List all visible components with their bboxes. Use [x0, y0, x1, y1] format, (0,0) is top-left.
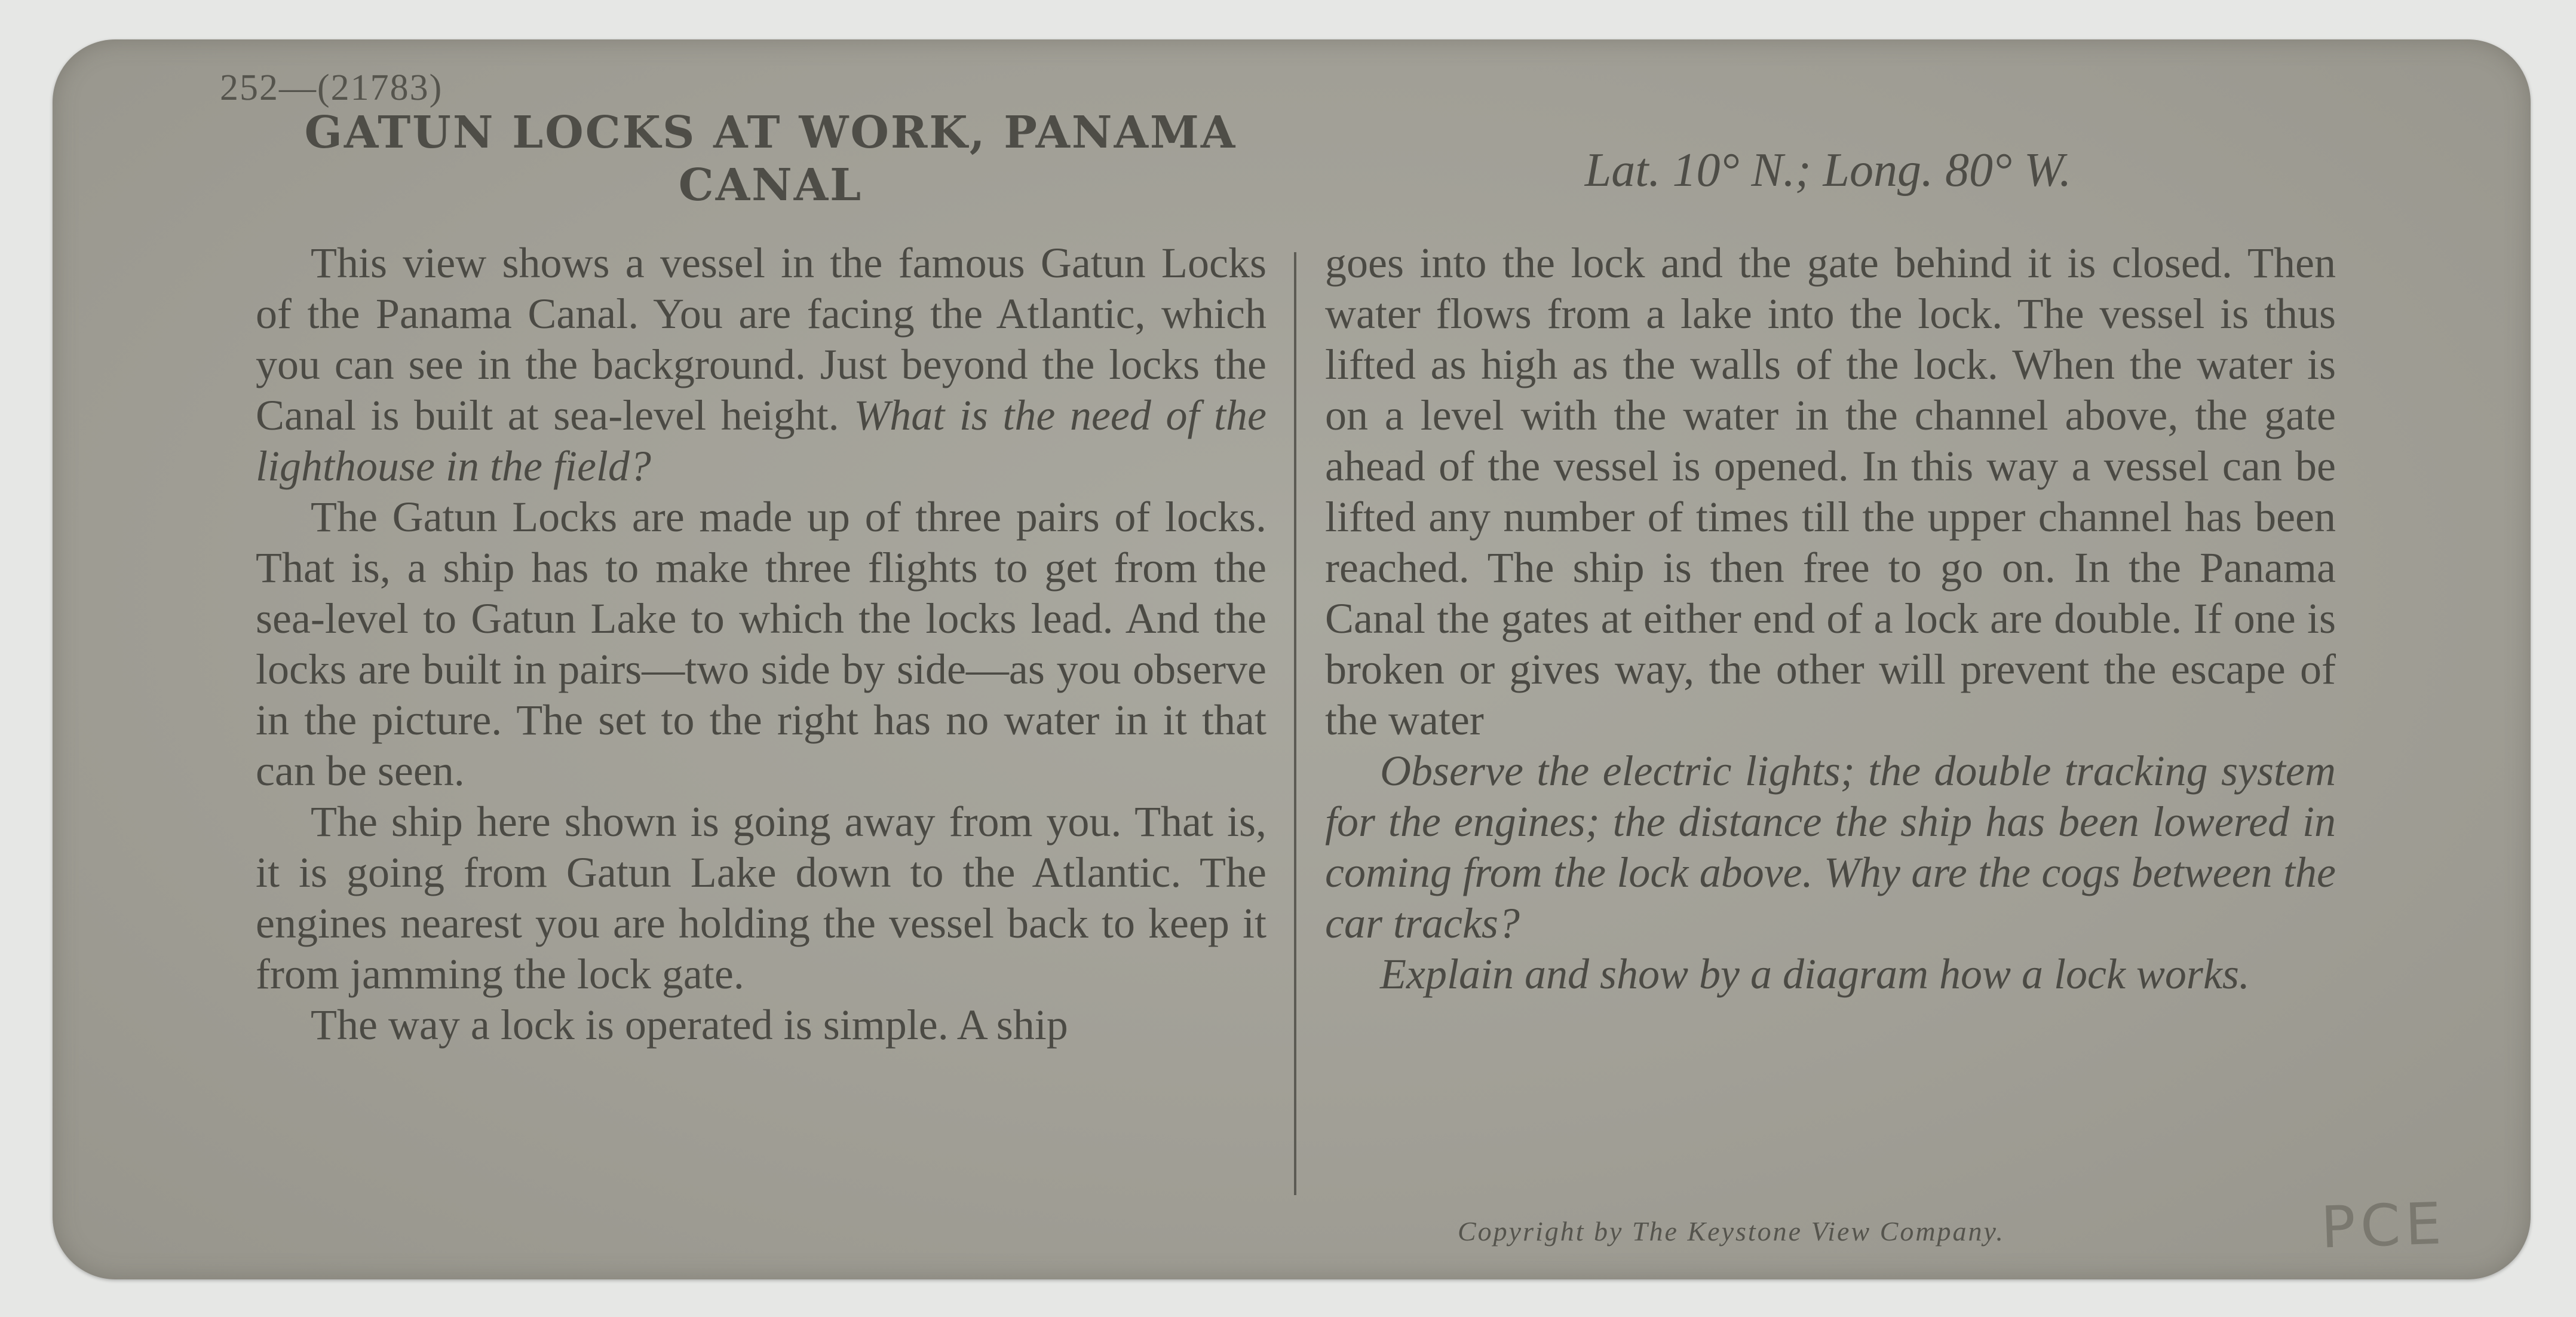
- study-question: What is the need of the lighthouse in the field?: [256, 391, 1267, 490]
- study-question: Observe the electric lights; the double tracking system for the engines; the distance the ship has been lowered in coming from the lock above. Why are the cogs between the car tracks?: [1325, 747, 2336, 947]
- paragraph: [256, 238, 1266, 492]
- left-text-column: [256, 238, 1266, 1050]
- paragraph-text: This view shows a vessel in the famous Gatun Locks of the Panama Canal. You are facing the Atlantic, which you can see in the background. Just beyond the locks the Canal is built at sea-level height.: [256, 239, 1266, 439]
- coordinates: Lat. 10° N.; Long. 80° W.: [1584, 144, 2072, 197]
- title-line-1: GATUN LOCKS AT WORK, PANAMA: [304, 107, 1237, 158]
- copyright-line: Copyright by The Keystone View Company.: [1458, 1216, 2005, 1246]
- card-title: [251, 106, 1290, 212]
- pencil-annotation: PCE: [2320, 1190, 2448, 1261]
- paragraph: goes into the lock and the gate behind it is closed. Then water flows from a lake into the lock. The vessel is thus lifted as high as the walls of the lock. When the water is on a level with the water in the channel above, the gate ahead of the vessel is opened. In this way a vessel can be lifted any number of times till the upper channel has been reached. The ship is then free to go on. In the Panama Canal the gates at either end of a lock are double. If one is broken or gives way, the other will prevent the escape of the water: [1325, 239, 2336, 744]
- title-line-2: CANAL: [678, 160, 863, 211]
- paragraph: The Gatun Locks are made up of three pairs of locks. That is, a ship has to make three flights to get from the sea-level to Gatun Lake to which the locks lead. And the locks are built in pairs—two side by side—as you observe in the picture. The set to the right has no water in it that can be seen.: [256, 493, 1266, 795]
- paragraph: The way a lock is operated is simple. A ship: [311, 1001, 1068, 1049]
- catalog-number: 252—(21783): [220, 68, 443, 108]
- study-question: Explain and show by a diagram how a lock works.: [1380, 950, 2250, 998]
- paragraph: The ship here shown is going away from you. That is, it is going from Gatun Lake down to the Atlantic. The engines nearest you are holding the vessel back to keep it from jamming the lock gate.: [256, 798, 1266, 998]
- column-divider: [1294, 252, 1296, 1195]
- right-text-column: [1325, 238, 2336, 1000]
